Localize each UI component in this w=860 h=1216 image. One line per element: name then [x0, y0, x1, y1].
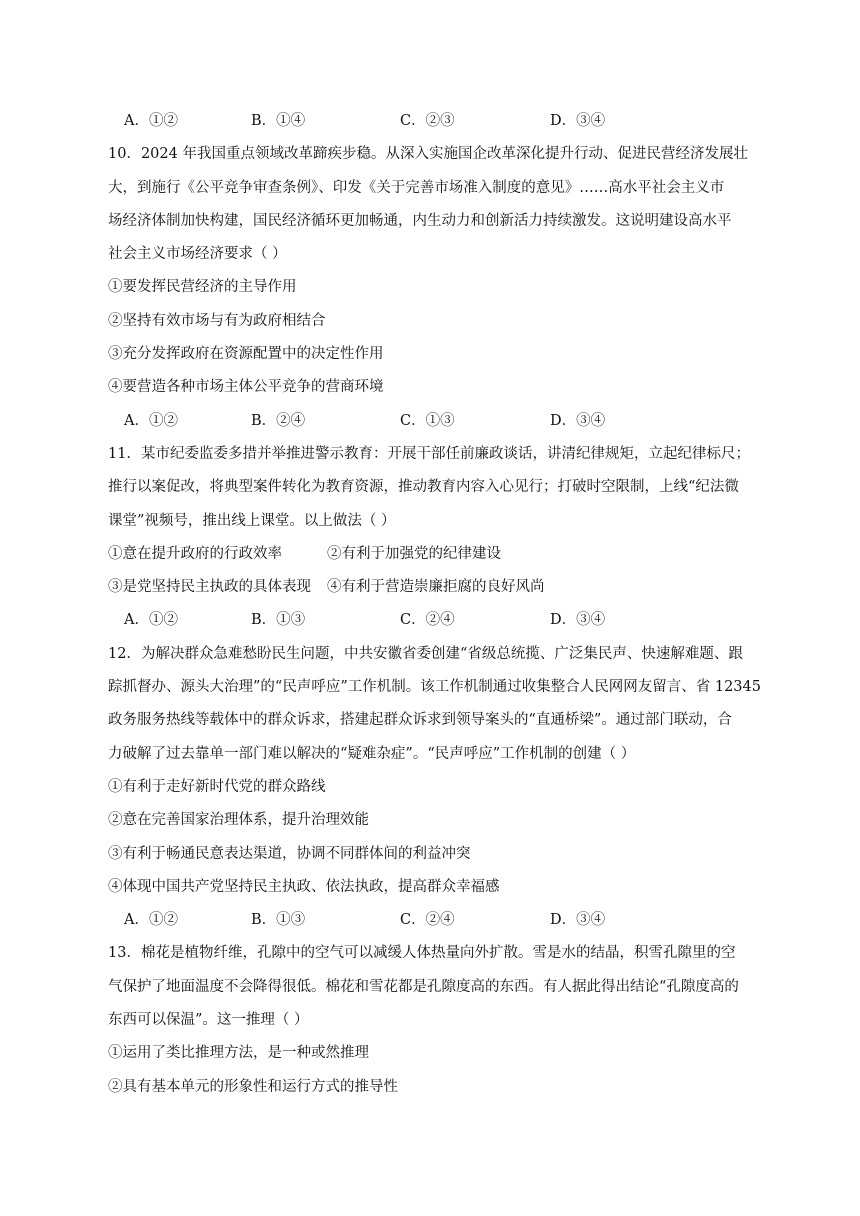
q10-statement-1: ①要发挥民营经济的主导作用 [108, 279, 297, 296]
q12-stem [108, 641, 761, 767]
q10-stem [108, 141, 758, 267]
q10-option-b: B．②④ [251, 412, 306, 429]
q12-options [108, 907, 758, 933]
q12-statement-4: ④体现中国共产党坚持民主执政、依法执政，提高群众幸福感 [108, 878, 500, 895]
q12-stem-line: 12．为解决群众急难愁盼民生问题，中共安徽省委创建“省级总统揽、广泛集民声、快速解难题、跟 [108, 645, 743, 662]
q11-option-d: D．③④ [550, 612, 606, 629]
q10-stem-line: 场经济体制加快构建，国民经济循环更加畅通，内生动力和创新活力持续激发。这说明建设高水平 [108, 212, 732, 229]
q10-statement-3: ③充分发挥政府在资源配置中的决定性作用 [108, 346, 384, 363]
q11-statement-3: ③是党坚持民主执政的具体表现 [108, 579, 311, 596]
q10-options [108, 408, 758, 434]
q12-option-b: B．①③ [251, 912, 306, 929]
q11-stem [108, 441, 758, 534]
q9-option-b: B．①④ [251, 113, 306, 129]
q13-statement-1: ①运用了类比推理方法，是一种或然推理 [108, 1045, 369, 1062]
exam-content [108, 108, 761, 1107]
q11-statements-row-1 [108, 541, 758, 567]
q10-statement-2: ②坚持有效市场与有为政府相结合 [108, 312, 326, 329]
q13-stem [108, 940, 758, 1033]
q11-option-a: A．①② [124, 612, 178, 629]
q13-statement-2: ②具有基本单元的形象性和运行方式的推导性 [108, 1078, 398, 1095]
q11-statement-2: ②有利于加强党的纪律建设 [327, 545, 501, 562]
q9-option-d: D．③④ [550, 113, 606, 129]
q10-stem-line: 大，到施行《公平竞争审查条例》、印发《关于完善市场准入制度的意见》……高水平社会主义市 [108, 179, 725, 196]
q10-option-d: D．③④ [550, 412, 606, 429]
q11-statement-4: ④有利于营造崇廉拒腐的良好风尚 [327, 579, 545, 596]
q13-stem-line: 东西可以保温”。这一推理（ ） [108, 1012, 309, 1029]
q12-statement-3: ③有利于畅通民意表达渠道，协调不同群体间的利益冲突 [108, 845, 471, 862]
q11-statement-1: ①意在提升政府的行政效率 [108, 545, 282, 562]
q10-option-a: A．①② [124, 412, 178, 429]
q11-option-c: C．②④ [400, 612, 455, 629]
q13-stem-line: 气保护了地面温度不会降得很低。棉花和雪花都是孔隙度高的东西。有人据此得出结论“孔隙度高的 [108, 978, 739, 995]
q10-option-c: C．①③ [400, 412, 455, 429]
q11-options [108, 607, 758, 633]
q9-option-c: C．②③ [400, 113, 455, 129]
q11-statements-row-2 [108, 574, 758, 600]
q11-stem-line: 课堂”视频号，推出线上课堂。以上做法（ ） [108, 512, 396, 529]
q11-stem-line: 推行以案促改，将典型案件转化为教育资源，推动教育内容入心见行；打破时空限制，上线“纪法微 [108, 479, 739, 496]
q12-option-d: D．③④ [550, 912, 606, 929]
q12-statement-2: ②意在完善国家治理体系，提升治理效能 [108, 812, 369, 829]
q12-option-c: C．②④ [400, 912, 455, 929]
q9-option-a: A．①② [124, 113, 178, 129]
q12-stem-line: 力破解了过去靠单一部门难以解决的“疑难杂症”。“民声呼应”工作机制的创建（ ） [108, 745, 636, 762]
q12-statement-1: ①有利于走好新时代党的群众路线 [108, 778, 326, 795]
q10-stem-line: 社会主义市场经济要求（ ） [108, 246, 287, 263]
q11-stem-line: 11．某市纪委监委多措并举推进警示教育：开展干部任前廉政谈话，讲清纪律规矩，立起纪律标尺； [108, 445, 750, 462]
q10-statement-4: ④要营造各种市场主体公平竞争的营商环境 [108, 379, 384, 396]
q9-options [108, 108, 758, 134]
q12-stem-line: 踪抓督办、源头大治理”的“民声呼应”工作机制。该工作机制通过收集整合人民网网友留言、省 12345 [108, 679, 761, 696]
q13-stem-line: 13．棉花是植物纤维，孔隙中的空气可以减缓人体热量向外扩散。雪是水的结晶，积雪孔隙里的空 [108, 945, 736, 962]
q12-option-a: A．①② [124, 912, 178, 929]
q11-option-b: B．①③ [251, 612, 306, 629]
q10-stem-line: 10．2024 年我国重点领域改革蹄疾步稳。从深入实施国企改革深化提升行动、促进民营经济发展壮 [108, 146, 748, 163]
q12-stem-line: 政务服务热线等载体中的群众诉求，搭建起群众诉求到领导案头的“直通桥梁”。通过部门联动，合 [108, 712, 732, 729]
